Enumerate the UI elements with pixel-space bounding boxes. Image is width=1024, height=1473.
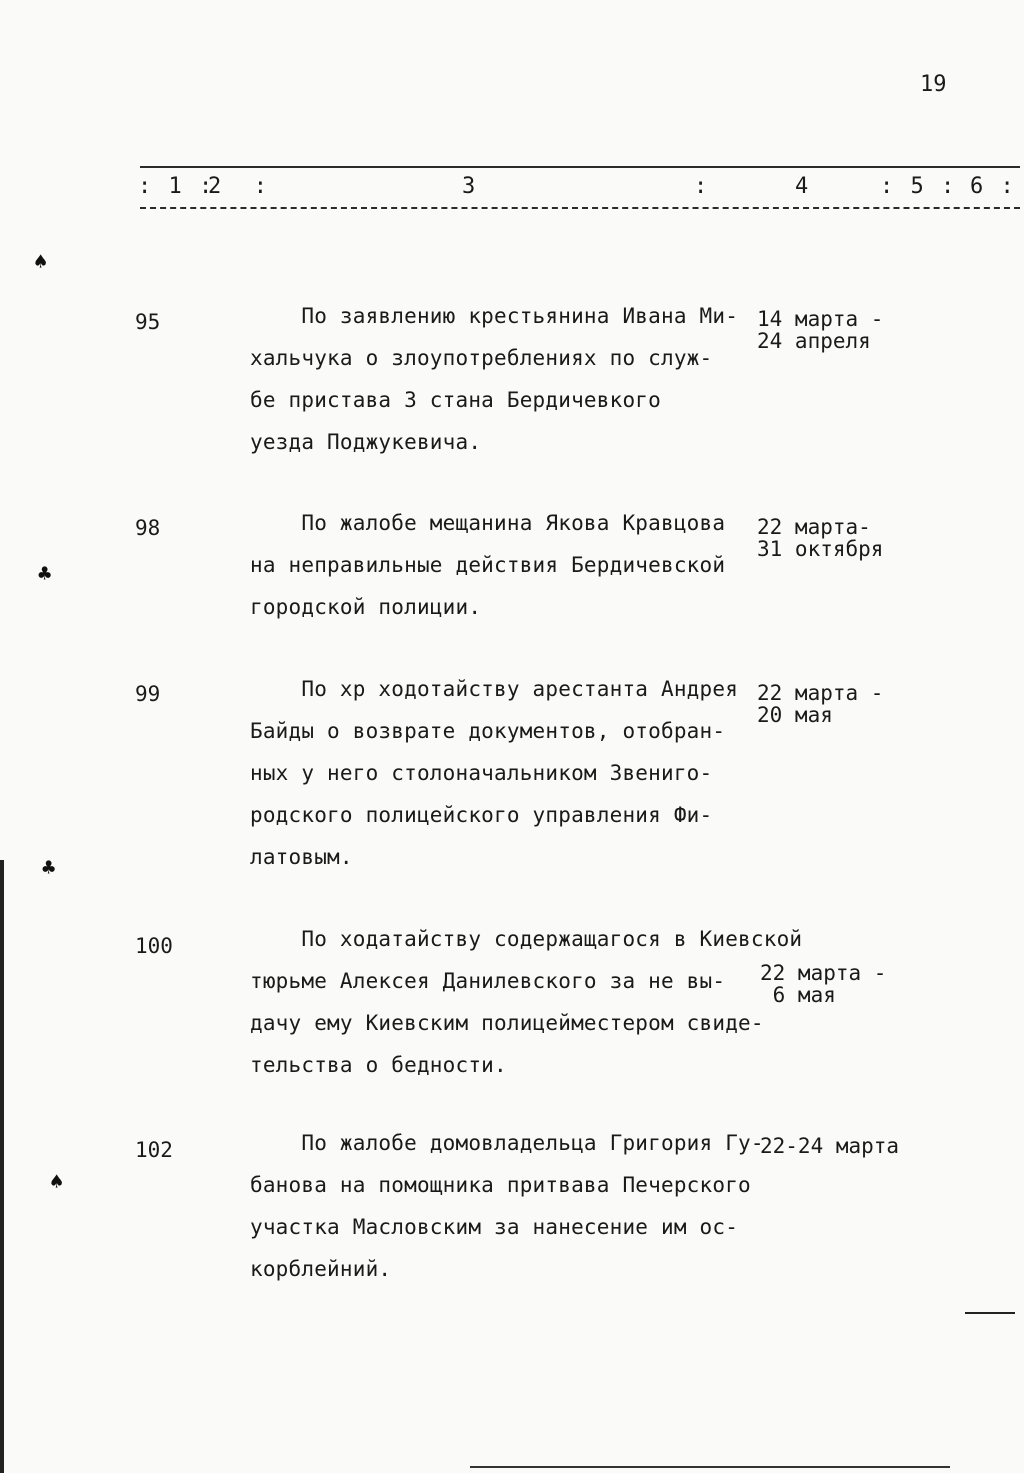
header-col-6: 6 :: [970, 174, 1016, 199]
entry-number-95: 95: [135, 310, 161, 334]
entry-text-100: По ходатайству содержащагося в Киевской тюрьме Алексея Данилевского за не вы- дачу ему Киевским полицейместером свиде- тельства о бедности.: [250, 927, 803, 1077]
header-rule-bottom: [140, 207, 1020, 209]
entry-text-98: По жалобе мещанина Якова Кравцова на неправильные действия Бердичевской городской полиции.: [250, 511, 726, 619]
punch-hole-mark: ♠: [50, 1170, 64, 1195]
header-col-1: : 1 :: [138, 174, 215, 199]
page-number: 19: [920, 72, 947, 97]
punch-hole-mark: ♣: [42, 856, 56, 881]
header-col-2: 2 :: [208, 174, 269, 199]
entry-text-95: По заявлению крестьянина Ивана Ми- хальчука о злоупотреблениях по служ- бе пристава 3 стана Бердичевкого уезда Поджукевича.: [250, 304, 739, 454]
header-col-5: : 5 :: [880, 174, 957, 199]
header-col-3-separator: :: [694, 174, 710, 199]
right-margin-dash: [965, 1312, 1015, 1314]
left-edge-shadow: [0, 860, 4, 1473]
entry-date-99: 22 марта - 20 мая: [757, 681, 884, 727]
entry-date-102: 22-24 марта: [760, 1134, 900, 1158]
header-col-4: 4: [795, 174, 811, 199]
entry-text-102: По жалобе домовладельца Григория Гу- банова на помощника притвава Печерского участка Масловским за нанесение им ос- корблейний.: [250, 1131, 764, 1281]
punch-hole-mark: ♠: [34, 250, 48, 275]
entry-number-98: 98: [135, 516, 161, 540]
entry-number-102: 102: [135, 1138, 173, 1162]
punch-hole-mark: ♣: [38, 562, 52, 587]
entry-text-99: По хр ходотайству арестанта Андрея Байды о возврате документов, отобран- ных у него столоначальником Звениго- родского полицейского управления Фи- латовым.: [250, 677, 739, 869]
header-rule-top: [140, 166, 1020, 168]
footer-rule: [470, 1466, 950, 1468]
header-col-3: 3: [462, 174, 478, 199]
entry-date-95: 14 марта - 24 апреля: [757, 307, 884, 353]
entry-date-100: 22 марта - 6 мая: [760, 961, 887, 1007]
entry-date-98: 22 марта- 31 октября: [757, 515, 884, 561]
entry-number-100: 100: [135, 934, 173, 958]
entry-number-99: 99: [135, 682, 161, 706]
